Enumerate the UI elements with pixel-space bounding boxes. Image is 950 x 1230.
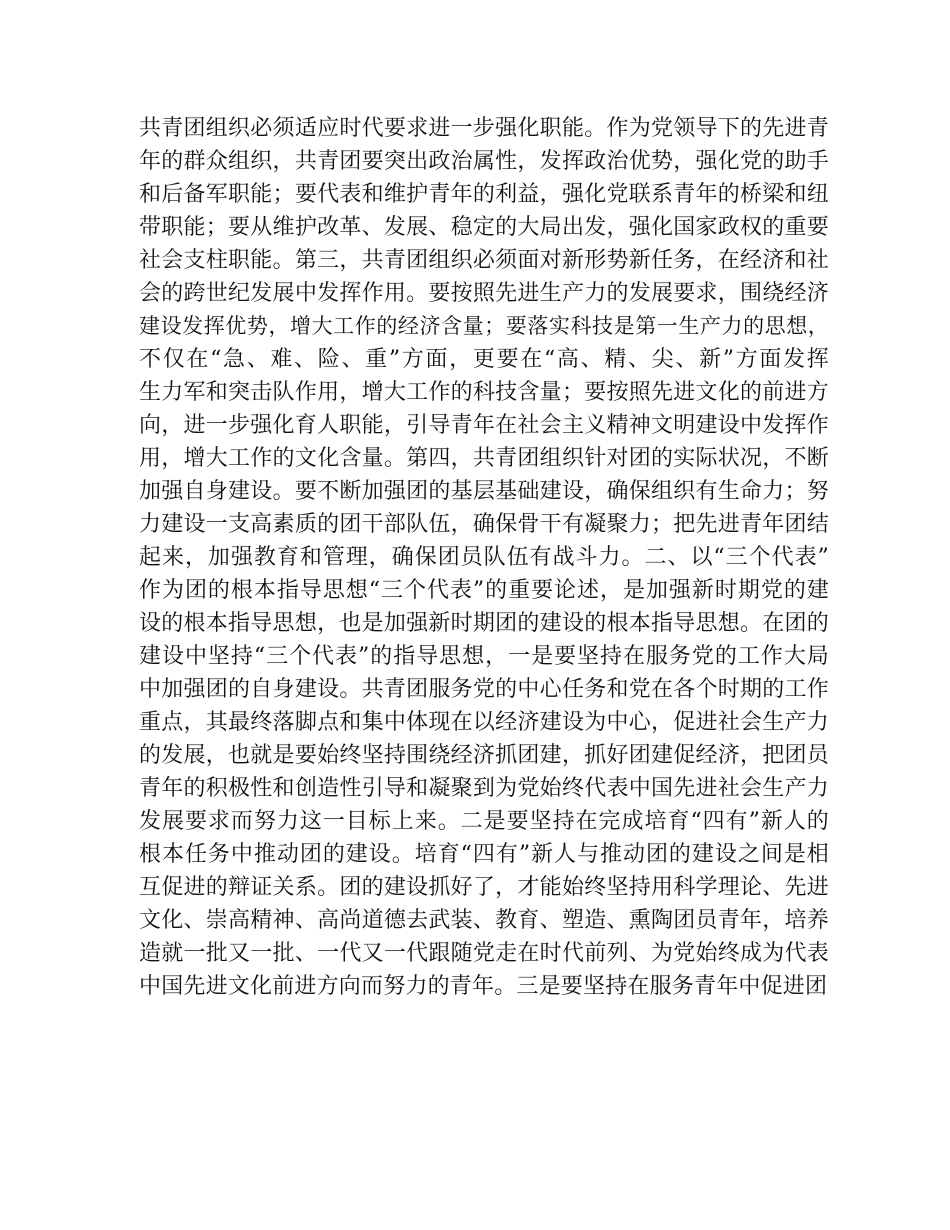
text-line: 重点，其最终落脚点和集中体现在以经济建设为中心，促进社会生产力 xyxy=(139,710,829,735)
text-line: 青年的积极性和创造性引导和凝聚到为党始终代表中国先进社会生产力 xyxy=(139,776,829,801)
body-text xyxy=(139,112,829,1003)
text-line: 设的根本指导思想，也是加强新时期团的建设的根本指导思想。在团的 xyxy=(139,611,829,636)
text-line: 发展要求而努力这一目标上来。二是要坚持在完成培育“四有”新人的 xyxy=(139,809,829,834)
text-line: 向，进一步强化育人职能，引导青年在社会主义精神文明建设中发挥作 xyxy=(139,413,829,438)
text-line: 用，增大工作的文化含量。第四，共青团组织针对团的实际状况，不断 xyxy=(139,446,829,471)
text-line: 会的跨世纪发展中发挥作用。要按照先进生产力的发展要求，围绕经济 xyxy=(139,281,829,306)
text-line: 生力军和突击队作用，增大工作的科技含量；要按照先进文化的前进方 xyxy=(139,380,829,405)
text-line: 中加强团的自身建设。共青团服务党的中心任务和党在各个时期的工作 xyxy=(139,677,829,702)
text-line: 造就一批又一批、一代又一代跟随党走在时代前列、为党始终成为代表 xyxy=(139,941,829,966)
text-line: 建设发挥优势，增大工作的经济含量；要落实科技是第一生产力的思想， xyxy=(139,314,829,338)
text-line: 建设中坚持“三个代表”的指导思想，一是要坚持在服务党的工作大局 xyxy=(139,644,829,669)
text-line: 文化、崇高精神、高尚道德去武装、教育、塑造、熏陶团员青年，培养 xyxy=(139,908,829,933)
text-line: 不仅在“急、难、险、重”方面，更要在“高、精、尖、新”方面发挥 xyxy=(139,347,829,372)
text-line: 力建设一支高素质的团干部队伍，确保骨干有凝聚力；把先进青年团结 xyxy=(139,512,829,537)
text-line: 互促进的辩证关系。团的建设抓好了，才能始终坚持用科学理论、先进 xyxy=(139,875,829,900)
text-line: 年的群众组织，共青团要突出政治属性，发挥政治优势，强化党的助手 xyxy=(139,149,829,174)
text-line: 的发展，也就是要始终坚持围绕经济抓团建，抓好团建促经济，把团员 xyxy=(139,743,829,768)
text-line: 加强自身建设。要不断加强团的基层基础建设，确保组织有生命力；努 xyxy=(139,479,829,504)
text-line: 中国先进文化前进方向而努力的青年。三是要坚持在服务青年中促进团 xyxy=(139,974,828,999)
text-line: 社会支柱职能。第三，共青团组织必须面对新形势新任务，在经济和社 xyxy=(139,248,829,273)
text-line: 共青团组织必须适应时代要求进一步强化职能。作为党领导下的先进青 xyxy=(139,116,829,141)
text-line: 根本任务中推动团的建设。培育“四有”新人与推动团的建设之间是相 xyxy=(139,842,829,867)
text-line: 和后备军职能；要代表和维护青年的利益，强化党联系青年的桥梁和纽 xyxy=(139,182,829,207)
text-line: 带职能；要从维护改革、发展、稳定的大局出发，强化国家政权的重要 xyxy=(139,215,829,240)
text-line: 起来，加强教育和管理，确保团员队伍有战斗力。二、以“三个代表” xyxy=(139,545,829,570)
text-line: 作为团的根本指导思想“三个代表”的重要论述，是加强新时期党的建 xyxy=(139,578,829,603)
